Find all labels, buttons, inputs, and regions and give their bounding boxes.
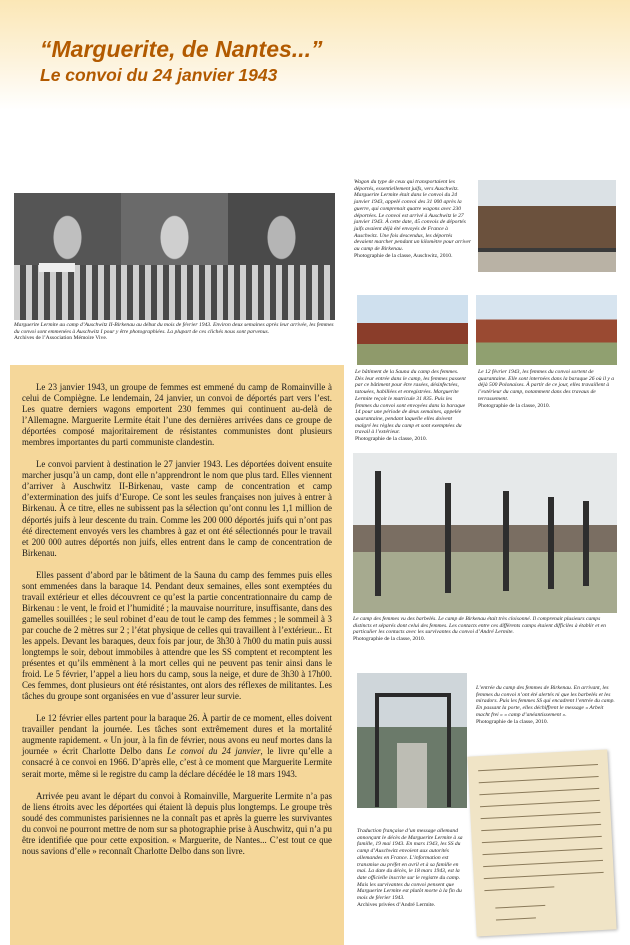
- article-paragraph: Le 23 janvier 1943, un groupe de femmes est emmené du camp de Romainville à celui de Compiègne. Le lendemain, 24 janvier, un convoi de déportés part vers l’est. Les quatre derniers wagons emportent 230 femmes qui continuent au-delà de l’Allemagne. Marguerite Lermite était l’une des dernières arrivées dans ce groupe de déportées composé majoritairement de résistantes communistes dont plusieurs membres importantes du parti communiste clandestin.: [22, 382, 332, 448]
- page-subtitle: Le convoi du 24 janvier 1943: [40, 65, 278, 85]
- prisoner-number-badge: [39, 263, 75, 272]
- article-paragraph: [22, 713, 332, 779]
- barbed-wire-fence-photo: [353, 453, 617, 613]
- letter-caption: [357, 828, 469, 908]
- portrait-side: [14, 193, 121, 320]
- article-text: , le livre qu’elle a consacré à ce convoi en 1966. D’après elle, c’est à ce moment que Marguerite Lermite serait morte, même si le registre du camp la déclare décédée le 18 mars 1943.: [22, 746, 333, 779]
- article-paragraph: Elles passent d’abord par le bâtiment de la Sauna du camp des femmes puis elles sont emmenées dans la baraque 14. Pendant deux semaines, elles sont exemptées du travail extérieur et elles découvrent ce qu’est la partie concentrationnaire du camp de Birkenau : le vent, le froid et l’humidité ; la mauvaise nourriture, insuffisante, dans des gamelles souillées ; le seul robinet d’eau de tout le camp des femmes ; le sommeil à 3 par couche de 2 mètres sur 2 ; l’état physique de celles qui travaillent à l’extérieur... Et les appels. Devant les baraques, deux fois par jour, de 3h30 à 7h00 du matin puis aussi longtemps le soir, debout immobiles à attendre que les SS comptent et recomptent les présentes et qu’ils emmènent à la mort celles qui ne peuvent pas tenir ainsi dans le froid. Le 5 février, l’appel a lieu hors du camp, sous la neige, et dure de 3h30 à 17h00. Ces femmes, dont plusieurs ont été résistantes, ont alors des réflexes de militantes. Les tâches du groupe sont organisées en vue d’assurer leur survie.: [22, 569, 332, 702]
- barrack-caption-credit: Photographie de la classe, 2010.: [478, 402, 551, 409]
- sauna-caption-text: Le bâtiment de la Sauna du camp des femmes. Dès leur entrée dans le camp, les femmes passent par ce bâtiment pour être rasées, désinfectées, tatouées, habillées et enregistrées. Marguerite Lermite reçoit le matricule 31 835. Puis les femmes du convoi sont envoyées dans la baraque 14 pour une période de deux semaines, appelée quarantaine, pendant laquelle elles doivent malgré les règles du camp et sont exemptées du travail à l’extérieur.: [355, 369, 466, 436]
- barrack-caption: [478, 369, 616, 409]
- letter-caption-text: Traduction française d’un message allemand annonçant le décès de Marguerite Lermite à sa famille, 19 mai 1943. En mars 1943, les SS du camp d’Auschwitz envoient aux autorités allemandes en France. L’information est transmise au préfet en avril et à sa famille en mai. La date du décès, le 18 mars 1943, est la date officielle inscrite sur le registre du camp. Mais les survivantes du convoi pensent que Marguerite Lermite est plutôt morte à la fin du mois de février 1943.: [357, 828, 463, 902]
- fence-caption-credit: Photographie de la classe, 2010.: [353, 636, 426, 643]
- article-paragraph: Le convoi parvient à destination le 27 janvier 1943. Les déportées doivent ensuite marcher jusqu’à un camp, dont elle n’apprendront le nom que plus tard. Elles viennent d’arriver à Auschwitz II-Birkenau, vaste camp de concentration et camp d’extermination des juifs d’Europe. Ce sont les seules françaises non juives à entrer à Birkenau. À ce titre, elles ne subissent pas la sélection qu’ont connu les 1,1 million de déportés juifs à leur descente du train. Comme les 200 000 déportés juifs qui n’ont pas été directement envoyés vers les chambres à gaz et ont été sélectionnés pour le travail et 200 000 autres déportés non juifs, elles entrent dans le camp de concentration de Birkenau.: [22, 459, 332, 558]
- article-paragraph: Arrivée peu avant le départ du convoi à Romainville, Marguerite Lermite n’a pas de liens étroits avec les déportées qui étaient là depuis plus longtemps. Le groupe très soudé des communistes parisiennes ne la connaît pas et après la guerre les survivantes du convoi ne pourront mettre de nom sur sa photographie prise à Auschwitz, qui n’a pu être identifiée que pour cette exposition. « Marguerite, de Nantes... C’est tout ce que nous savions d’elle » reconnaît Charlotte Delbo dans son livre.: [22, 790, 332, 856]
- fence-caption: [353, 616, 617, 643]
- gate-caption-credit: Photographie de la classe, 2010.: [476, 718, 549, 725]
- barrack-photo: [476, 295, 617, 365]
- letter-caption-credit: Archives privées d’André Lermite.: [357, 901, 436, 908]
- portrait-three-quarter: [228, 193, 335, 320]
- wagon-caption-text: Wagon du type de ceux qui transportaient les déportés, essentiellement juifs, vers Auschwitz. Marguerite Lermite était dans le convoi du 24 janvier 1943, appelé convoi des 31 000 après la guerre, qui comprenait quatre wagons avec 230 déportées. Le convoi est arrivé à Auschwitz le 27 janvier 1943. À cette date, 45 convois de déportés juifs avaient déjà été envoyés de France à Auschwitz. Une fois descendus, les déportés devaient marcher pendant un kilomètre pour arriver au camp de Birkenau.: [354, 179, 472, 253]
- page-title: “Marguerite, de Nantes...”: [40, 36, 323, 62]
- death-notice-letter-image: [467, 749, 616, 936]
- gate-caption: [476, 685, 616, 725]
- portraits-caption-credit: Archives de l’Association Mémoire Vive.: [14, 335, 108, 342]
- book-title: Le convoi du 24 janvier: [166, 746, 261, 757]
- sauna-building-photo: [357, 295, 468, 365]
- portraits-caption: [14, 322, 336, 342]
- sauna-caption: [355, 369, 468, 443]
- barrack-caption-text: Le 12 février 1943, les femmes du convoi sortent de quarantaine. Elle sont internées dans la baraque 26 où il y a déjà 500 Polonaises. À partir de ce jour, elles travaillent à l’extérieur du camp, notamment dans des travaux de terrassement.: [478, 369, 615, 402]
- gate-caption-text: L’entrée du camp des femmes de Birkenau. En arrivant, les femmes du convoi n’ont été alertés ni que les barbelés et les miradors. Puis les femmes SS qui encadrent l’entrée du camp. En passant la porte, elles déchiffrent le message « Arbeit macht frei » « camp d’anéantissement ».: [476, 685, 615, 718]
- portraits-photo: [14, 193, 335, 320]
- sauna-caption-credit: Photographie de la classe, 2010.: [355, 436, 428, 443]
- article-text: Le 12 février elles partent pour la baraque 26. À partir de ce moment, elles doivent travailler pendant la journée. Les tâches sont extrêmement dures et la mortalité augmente rapidement. « Un jour, à la fin de février, nous avons eu neuf mortes dans la journée » écrit Charlotte Delbo dans: [22, 713, 332, 757]
- wagon-caption-credit: Photographie de la classe, Auschwitz, 2010.: [354, 252, 453, 259]
- portraits-caption-text: Marguerite Lermite au camp d’Auschwitz II-Birkenau au début du mois de février 1943. Environ deux semaines après leur arrivée, les femmes du convoi sont emmenées à Auschwitz I pour y être photographiées. La plupart de ces clichés nous sont parvenus.: [14, 322, 334, 335]
- fence-caption-text: Le camp des femmes vu des barbelés. Le camp de Birkenau était très cloisonné. Il comprenait plusieurs camps distincts et séparés dont celui des femmes. Les contacts entre ces différents camps étaient difficiles à établir et en particulier les contacts avec les survivantes du convoi d’André Lermite.: [353, 616, 606, 636]
- wagon-photo: [478, 180, 616, 272]
- wagon-caption: [354, 179, 472, 259]
- camp-gate-photo: [357, 673, 467, 808]
- article-body: [22, 382, 332, 868]
- portrait-front: [121, 193, 228, 320]
